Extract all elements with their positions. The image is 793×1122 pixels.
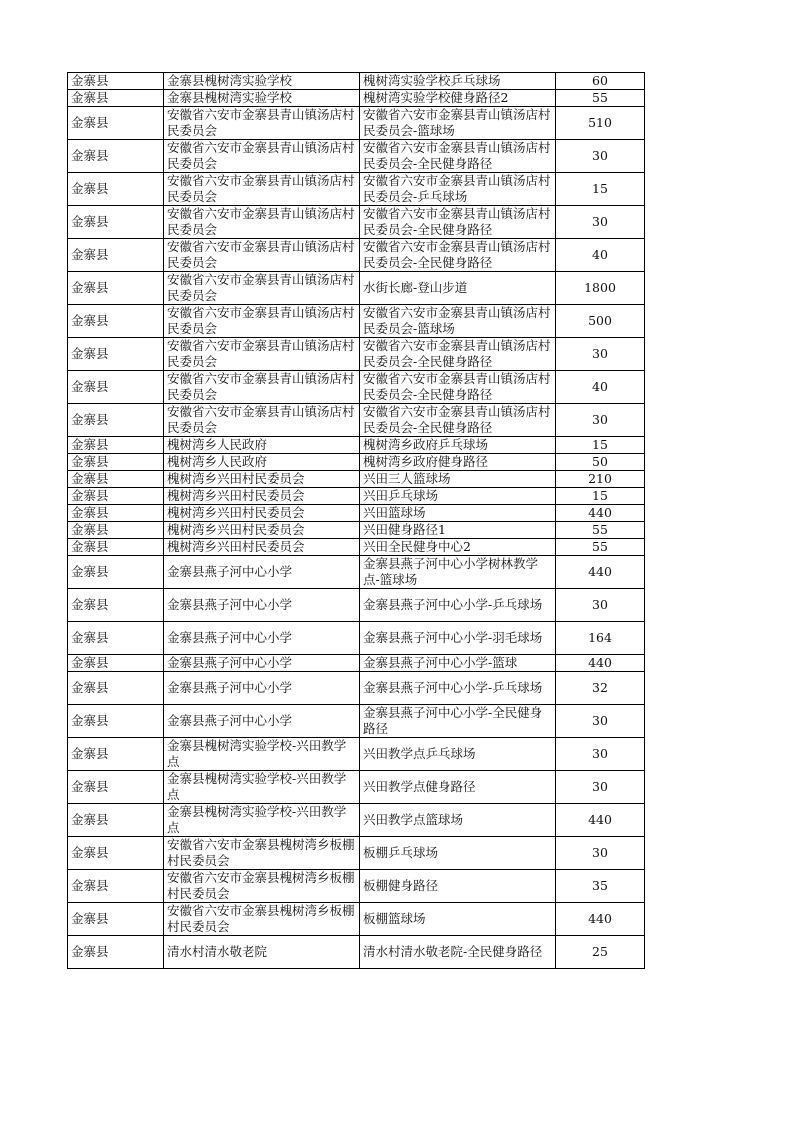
table-row [68, 90, 645, 107]
unit-cell: 槐树湾乡兴田村民委员会 [164, 505, 360, 522]
table-row [68, 936, 645, 969]
area-cell: 500 [556, 305, 645, 338]
table-row [68, 454, 645, 471]
county-cell: 金寨县 [68, 107, 164, 140]
county-cell: 金寨县 [68, 622, 164, 655]
area-cell: 30 [556, 771, 645, 804]
facility-cell: 兴田教学点健身路径 [360, 771, 556, 804]
county-cell: 金寨县 [68, 404, 164, 437]
unit-cell: 金寨县槐树湾实验学校 [164, 90, 360, 107]
area-cell: 40 [556, 371, 645, 404]
facility-cell: 板棚篮球场 [360, 903, 556, 936]
area-cell: 440 [556, 804, 645, 837]
county-cell: 金寨县 [68, 338, 164, 371]
county-cell: 金寨县 [68, 837, 164, 870]
table-row [68, 870, 645, 903]
unit-cell: 金寨县槐树湾实验学校-兴田教学点 [164, 804, 360, 837]
county-cell: 金寨县 [68, 936, 164, 969]
unit-cell: 槐树湾乡人民政府 [164, 454, 360, 471]
area-cell: 30 [556, 206, 645, 239]
county-cell: 金寨县 [68, 505, 164, 522]
facility-cell: 板棚健身路径 [360, 870, 556, 903]
unit-cell: 安徽省六安市金寨县青山镇汤店村民委员会 [164, 173, 360, 206]
county-cell: 金寨县 [68, 589, 164, 622]
table-row [68, 539, 645, 556]
unit-cell: 安徽省六安市金寨县槐树湾乡板棚村民委员会 [164, 837, 360, 870]
facility-cell: 金寨县燕子河中心小学-羽毛球场 [360, 622, 556, 655]
table-row [68, 655, 645, 672]
county-cell: 金寨县 [68, 173, 164, 206]
facility-cell: 安徽省六安市金寨县青山镇汤店村民委员会-全民健身路径 [360, 371, 556, 404]
area-cell: 30 [556, 404, 645, 437]
county-cell: 金寨县 [68, 556, 164, 589]
area-cell: 210 [556, 471, 645, 488]
facility-cell: 槐树湾乡政府乒乓球场 [360, 437, 556, 454]
unit-cell: 槐树湾乡兴田村民委员会 [164, 539, 360, 556]
county-cell: 金寨县 [68, 272, 164, 305]
table-body [68, 73, 645, 969]
unit-cell: 安徽省六安市金寨县青山镇汤店村民委员会 [164, 239, 360, 272]
area-cell: 15 [556, 437, 645, 454]
area-cell: 1800 [556, 272, 645, 305]
facility-cell: 兴田教学点篮球场 [360, 804, 556, 837]
unit-cell: 槐树湾乡兴田村民委员会 [164, 488, 360, 505]
facility-cell: 安徽省六安市金寨县青山镇汤店村民委员会-篮球场 [360, 305, 556, 338]
unit-cell: 安徽省六安市金寨县槐树湾乡板棚村民委员会 [164, 903, 360, 936]
table-row [68, 589, 645, 622]
table-row [68, 903, 645, 936]
unit-cell: 金寨县槐树湾实验学校-兴田教学点 [164, 771, 360, 804]
area-cell: 25 [556, 936, 645, 969]
unit-cell: 安徽省六安市金寨县青山镇汤店村民委员会 [164, 404, 360, 437]
facility-cell: 金寨县燕子河中心小学-乒乓球场 [360, 672, 556, 705]
area-cell: 30 [556, 837, 645, 870]
facility-cell: 安徽省六安市金寨县青山镇汤店村民委员会-全民健身路径 [360, 338, 556, 371]
county-cell: 金寨县 [68, 305, 164, 338]
county-cell: 金寨县 [68, 206, 164, 239]
area-cell: 15 [556, 488, 645, 505]
unit-cell: 安徽省六安市金寨县槐树湾乡板棚村民委员会 [164, 870, 360, 903]
table-row [68, 437, 645, 454]
county-cell: 金寨县 [68, 471, 164, 488]
county-cell: 金寨县 [68, 655, 164, 672]
table-row [68, 272, 645, 305]
area-cell: 164 [556, 622, 645, 655]
area-cell: 15 [556, 173, 645, 206]
table-row [68, 239, 645, 272]
unit-cell: 安徽省六安市金寨县青山镇汤店村民委员会 [164, 140, 360, 173]
unit-cell: 槐树湾乡兴田村民委员会 [164, 471, 360, 488]
table-row [68, 73, 645, 90]
area-cell: 55 [556, 522, 645, 539]
county-cell: 金寨县 [68, 140, 164, 173]
table-row [68, 556, 645, 589]
table-row [68, 338, 645, 371]
table-row [68, 705, 645, 738]
unit-cell: 清水村清水敬老院 [164, 936, 360, 969]
facility-cell: 安徽省六安市金寨县青山镇汤店村民委员会-全民健身路径 [360, 206, 556, 239]
unit-cell: 安徽省六安市金寨县青山镇汤店村民委员会 [164, 305, 360, 338]
facility-cell: 槐树湾实验学校健身路径2 [360, 90, 556, 107]
county-cell: 金寨县 [68, 90, 164, 107]
county-cell: 金寨县 [68, 705, 164, 738]
area-cell: 60 [556, 73, 645, 90]
facility-cell: 兴田教学点乒乓球场 [360, 738, 556, 771]
table-row [68, 107, 645, 140]
facility-cell: 兴田乒乓球场 [360, 488, 556, 505]
facility-cell: 槐树湾乡政府健身路径 [360, 454, 556, 471]
facility-cell: 安徽省六安市金寨县青山镇汤店村民委员会-乒乓球场 [360, 173, 556, 206]
facility-cell: 兴田篮球场 [360, 505, 556, 522]
area-cell: 440 [556, 505, 645, 522]
facility-cell: 水街长廊-登山步道 [360, 272, 556, 305]
area-cell: 55 [556, 90, 645, 107]
area-cell: 35 [556, 870, 645, 903]
area-cell: 30 [556, 738, 645, 771]
area-cell: 30 [556, 140, 645, 173]
table-row [68, 622, 645, 655]
county-cell: 金寨县 [68, 437, 164, 454]
county-cell: 金寨县 [68, 371, 164, 404]
county-cell: 金寨县 [68, 239, 164, 272]
table-row [68, 837, 645, 870]
area-cell: 440 [556, 556, 645, 589]
facility-table [67, 72, 645, 969]
facility-cell: 安徽省六安市金寨县青山镇汤店村民委员会-全民健身路径 [360, 404, 556, 437]
unit-cell: 安徽省六安市金寨县青山镇汤店村民委员会 [164, 338, 360, 371]
unit-cell: 金寨县燕子河中心小学 [164, 589, 360, 622]
unit-cell: 槐树湾乡人民政府 [164, 437, 360, 454]
unit-cell: 安徽省六安市金寨县青山镇汤店村民委员会 [164, 206, 360, 239]
facility-cell: 槐树湾实验学校乒乓球场 [360, 73, 556, 90]
facility-cell: 金寨县燕子河中心小学树林教学点-篮球场 [360, 556, 556, 589]
facility-cell: 金寨县燕子河中心小学-全民健身路径 [360, 705, 556, 738]
table-row [68, 738, 645, 771]
facility-cell: 安徽省六安市金寨县青山镇汤店村民委员会-全民健身路径 [360, 140, 556, 173]
area-cell: 55 [556, 539, 645, 556]
county-cell: 金寨县 [68, 539, 164, 556]
area-cell: 30 [556, 338, 645, 371]
facility-cell: 板棚乒乓球场 [360, 837, 556, 870]
area-cell: 30 [556, 705, 645, 738]
facility-cell: 兴田健身路径1 [360, 522, 556, 539]
facility-cell: 安徽省六安市金寨县青山镇汤店村民委员会-全民健身路径 [360, 239, 556, 272]
county-cell: 金寨县 [68, 738, 164, 771]
area-cell: 440 [556, 903, 645, 936]
table-row [68, 804, 645, 837]
table-row [68, 206, 645, 239]
unit-cell: 金寨县燕子河中心小学 [164, 622, 360, 655]
facility-cell: 金寨县燕子河中心小学-乒乓球场 [360, 589, 556, 622]
county-cell: 金寨县 [68, 488, 164, 505]
county-cell: 金寨县 [68, 672, 164, 705]
facility-cell: 安徽省六安市金寨县青山镇汤店村民委员会-篮球场 [360, 107, 556, 140]
area-cell: 510 [556, 107, 645, 140]
facility-cell: 清水村清水敬老院-全民健身路径 [360, 936, 556, 969]
table-row [68, 471, 645, 488]
unit-cell: 安徽省六安市金寨县青山镇汤店村民委员会 [164, 371, 360, 404]
county-cell: 金寨县 [68, 771, 164, 804]
table-row [68, 173, 645, 206]
facility-cell: 兴田三人篮球场 [360, 471, 556, 488]
table-row [68, 672, 645, 705]
unit-cell: 金寨县燕子河中心小学 [164, 705, 360, 738]
area-cell: 440 [556, 655, 645, 672]
county-cell: 金寨县 [68, 522, 164, 539]
unit-cell: 槐树湾乡兴田村民委员会 [164, 522, 360, 539]
table-row [68, 140, 645, 173]
area-cell: 30 [556, 589, 645, 622]
unit-cell: 安徽省六安市金寨县青山镇汤店村民委员会 [164, 107, 360, 140]
document-page [67, 72, 645, 969]
unit-cell: 金寨县燕子河中心小学 [164, 655, 360, 672]
table-row [68, 371, 645, 404]
table-row [68, 305, 645, 338]
table-row [68, 404, 645, 437]
area-cell: 40 [556, 239, 645, 272]
facility-cell: 金寨县燕子河中心小学-篮球 [360, 655, 556, 672]
table-row [68, 488, 645, 505]
county-cell: 金寨县 [68, 903, 164, 936]
area-cell: 50 [556, 454, 645, 471]
table-row [68, 505, 645, 522]
county-cell: 金寨县 [68, 73, 164, 90]
unit-cell: 金寨县燕子河中心小学 [164, 556, 360, 589]
county-cell: 金寨县 [68, 454, 164, 471]
unit-cell: 安徽省六安市金寨县青山镇汤店村民委员会 [164, 272, 360, 305]
area-cell: 32 [556, 672, 645, 705]
county-cell: 金寨县 [68, 804, 164, 837]
unit-cell: 金寨县槐树湾实验学校 [164, 73, 360, 90]
facility-cell: 兴田全民健身中心2 [360, 539, 556, 556]
county-cell: 金寨县 [68, 870, 164, 903]
unit-cell: 金寨县燕子河中心小学 [164, 672, 360, 705]
unit-cell: 金寨县槐树湾实验学校-兴田教学点 [164, 738, 360, 771]
table-row [68, 771, 645, 804]
table-row [68, 522, 645, 539]
